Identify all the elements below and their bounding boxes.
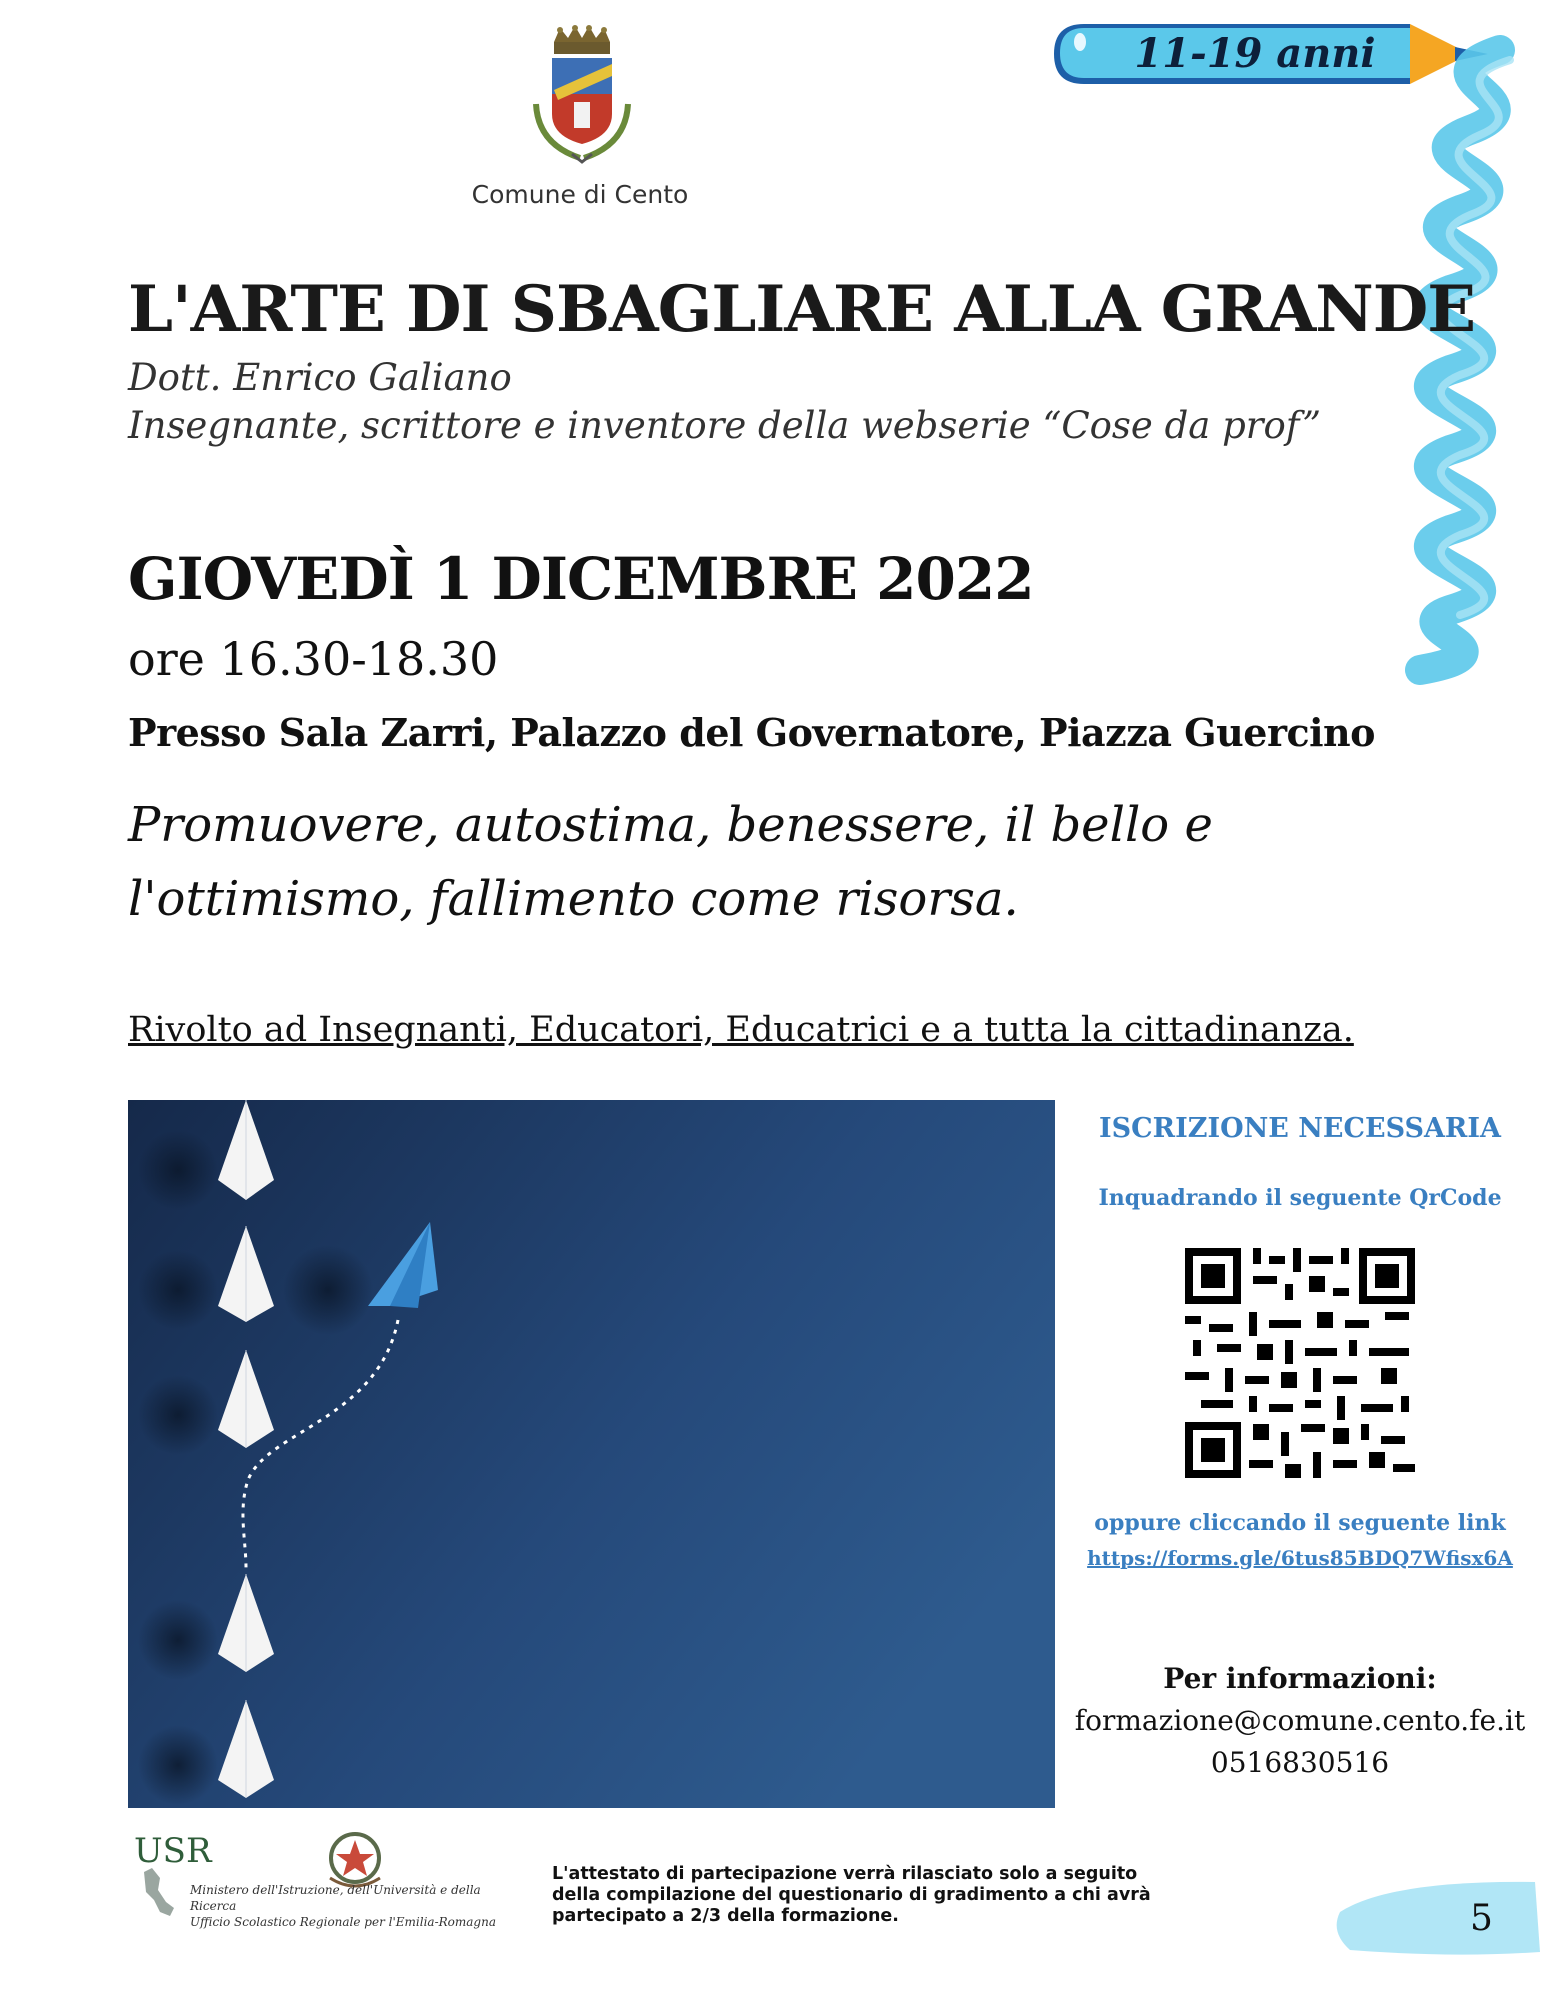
speaker-name: Dott. Enrico Galiano <box>128 356 512 399</box>
paper-airplanes-image <box>128 1100 1055 1808</box>
ministry-caption <box>190 1882 520 1930</box>
contact-phone[interactable]: 0516830516 <box>1210 1746 1390 1779</box>
event-time: ore 16.30-18.30 <box>128 632 499 686</box>
decorative-scribble <box>1350 40 1545 680</box>
speaker-role: Insegnante, scrittore e inventore della webserie “Cose da prof” <box>128 404 1322 447</box>
contact-title: Per informazioni: <box>1163 1662 1437 1695</box>
event-tagline: Promuovere, autostima, benessere, il bello e l'ottimismo, fallimento come risorsa. <box>128 797 1213 927</box>
qr-code-label: Inquadrando il seguente QrCode <box>1098 1185 1502 1211</box>
regional-office-name: Ufficio Scolastico Regionale per l'Emilia-Romagna <box>190 1915 496 1929</box>
crown-icon <box>554 25 610 54</box>
registration-link[interactable]: https://forms.gle/6tus85BDQ7Wfisx6A <box>1087 1546 1513 1570</box>
usr-logo-text: USR <box>134 1831 212 1871</box>
link-label: oppure cliccando il seguente link <box>1094 1510 1506 1536</box>
cento-crest-logo <box>528 24 636 168</box>
usr-logo <box>130 1828 212 1928</box>
qr-code-icon[interactable] <box>1185 1248 1415 1478</box>
municipality-name: Comune di Cento <box>471 180 689 209</box>
ministry-name: Ministero dell'Istruzione, dell'Università e della Ricerca <box>190 1883 481 1913</box>
event-audience: Rivolto ad Insegnanti, Educatori, Educatrici e a tutta la cittadinanza. <box>128 1010 1354 1050</box>
registration-title: ISCRIZIONE NECESSARIA <box>1099 1113 1501 1144</box>
age-range-label: 11-19 anni <box>1134 30 1376 77</box>
page-number: 5 <box>1470 1898 1493 1939</box>
event-title: L'ARTE DI SBAGLIARE ALLA GRANDE <box>128 272 1476 347</box>
certificate-note: L'attestato di partecipazione verrà rilasciato solo a seguito della compilazione del questionario di gradimento a chi avrà partecipato a 2/3 della formazione. <box>552 1864 1151 1926</box>
event-venue: Presso Sala Zarri, Palazzo del Governatore, Piazza Guercino <box>128 710 1376 755</box>
event-date: GIOVEDÌ 1 DICEMBRE 2022 <box>128 545 1034 613</box>
contact-email[interactable]: formazione@comune.cento.fe.it <box>1074 1704 1526 1737</box>
page-number-swoosh <box>1330 1872 1545 1962</box>
